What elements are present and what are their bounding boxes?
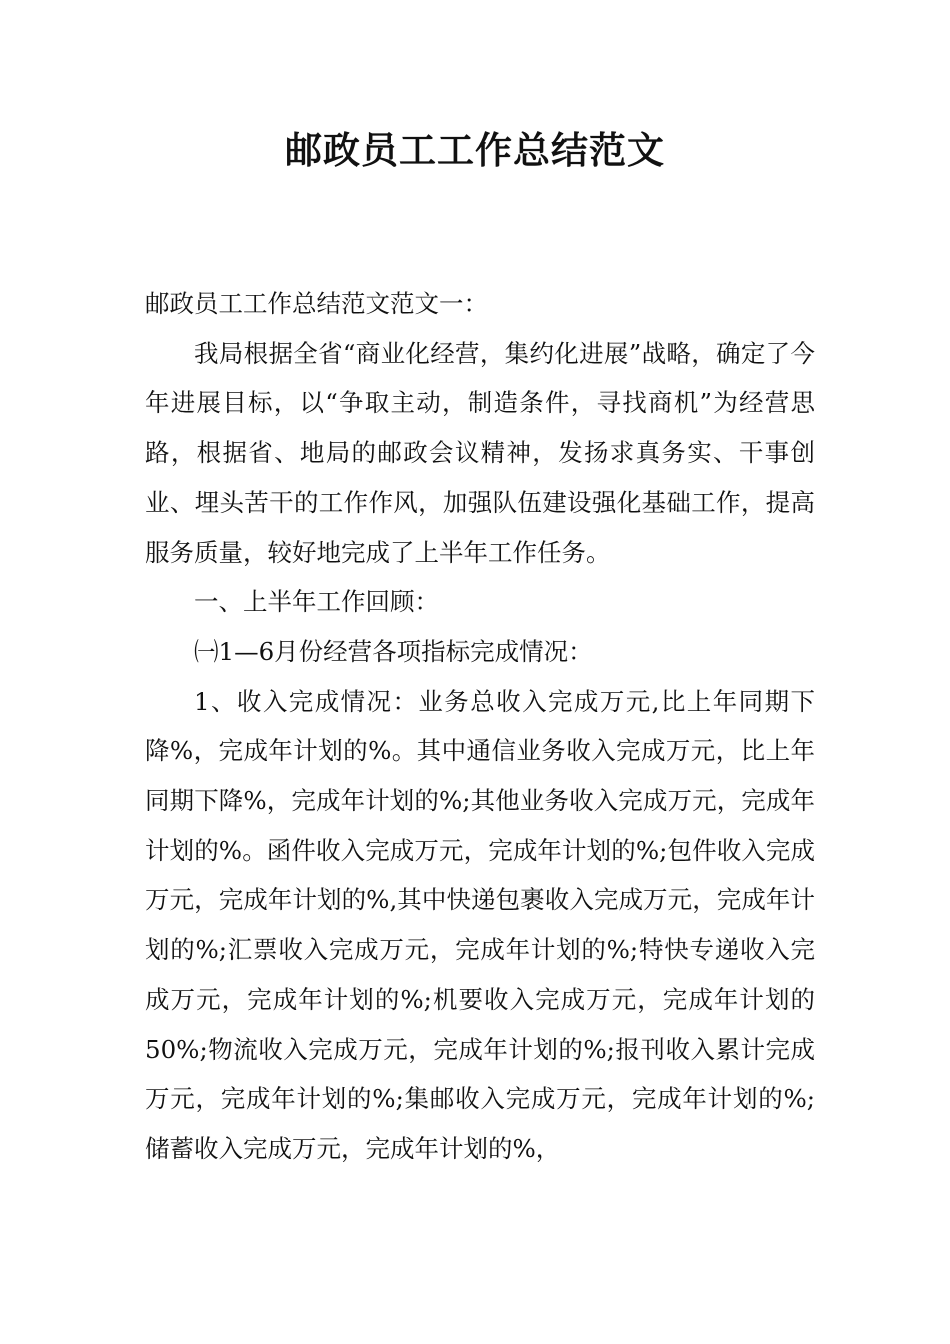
section-heading: 邮政员工工作总结范文范文一： — [145, 289, 488, 318]
intro-paragraph: 我局根据全省“商业化经营，集约化进展”战略，确定了今年进展目标，以“争取主动，制造条件，寻找商机”为经营思路，根据省、地局的邮政会议精神，发扬求真务实、干事创业、埋头苦干的工作作风，加强队伍建设强化基础工作，提高服务质量，较好地完成了上半年工作任务。 — [145, 338, 815, 567]
document-body — [145, 279, 815, 1174]
review-heading: 一、上半年工作回顾： — [194, 587, 439, 617]
document-title: 邮政员工工作总结范文 — [285, 129, 665, 172]
income-paragraph: 1、收入完成情况：业务总收入完成万元,比上年同期下降%，完成年计划的%。其中通信业务收入完成万元，比上年同期下降%，完成年计划的%;其他业务收入完成万元，完成年计划的%。函件收入完成万元，完成年计划的%;包件收入完成万元，完成年计划的%,其中快递包裹收入完成万元，完成年计划的%;汇票收入完成万元，完成年计划的%;特快专递收入完成万元，完成年计划的%;机要收入完成万元，完成年计划的 50%;物流收入完成万元，完成年计划的%;报刊收入累计完成万元，完成年计划的%;集邮收入完成万元，完成年计划的%;储蓄收入完成万元，完成年计划的%， — [145, 686, 815, 1163]
subsection-heading: ㈠1—6月份经营各项指标完成情况： — [194, 636, 593, 666]
